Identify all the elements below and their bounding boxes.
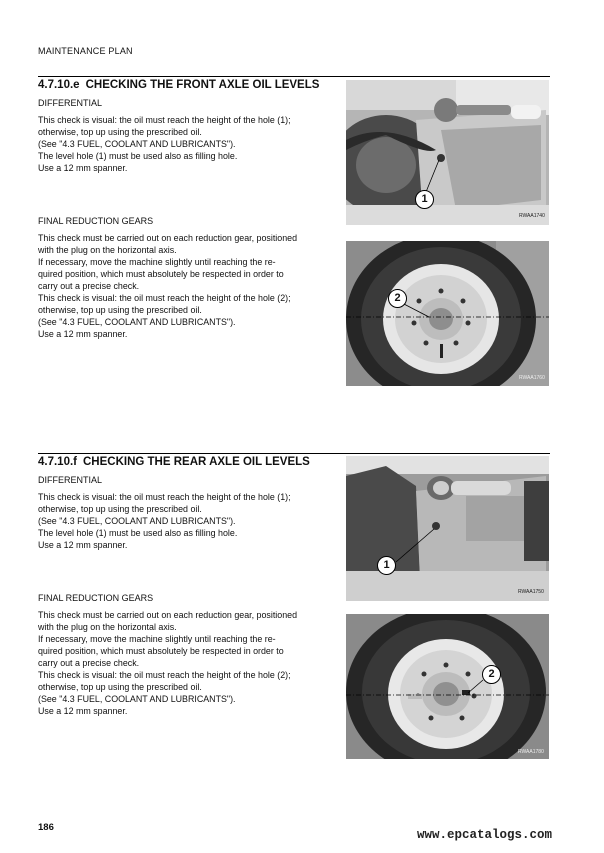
paragraph-rear-final (38, 609, 330, 717)
subheading-final-reduction: FINAL REDUCTION GEARS (38, 216, 154, 226)
callout-marker: 1 (377, 556, 396, 575)
section-title-front (38, 79, 319, 91)
text-line: If necessary, move the machine slightly until reaching the re- (38, 257, 276, 267)
paragraph-rear-differential (38, 491, 330, 551)
text-line: quired position, which must absolutely be respected in order to (38, 646, 284, 656)
text-line: This check is visual: the oil must reach the height of the hole (1); (38, 115, 291, 125)
text-line: otherwise, top up using the prescribed oil. (38, 127, 202, 137)
figure-code: RWAA1760 (519, 375, 545, 381)
text-line: Use a 12 mm spanner. (38, 329, 128, 339)
text-line: (See "4.3 FUEL, COOLANT AND LUBRICANTS"). (38, 139, 236, 149)
subheading-differential: DIFFERENTIAL (38, 98, 103, 108)
text-line: (See "4.3 FUEL, COOLANT AND LUBRICANTS"). (38, 317, 236, 327)
text-line: The level hole (1) must be used also as filling hole. (38, 528, 238, 538)
paragraph-front-differential (38, 114, 330, 174)
text-line: (See "4.3 FUEL, COOLANT AND LUBRICANTS"). (38, 694, 236, 704)
text-line: otherwise, top up using the prescribed oil. (38, 682, 202, 692)
section-divider (38, 453, 550, 454)
text-line: carry out a precise check. (38, 658, 140, 668)
text-line: Use a 12 mm spanner. (38, 163, 128, 173)
text-line: This check must be carried out on each reduction gear, positioned (38, 610, 298, 620)
running-header: MAINTENANCE PLAN (38, 46, 133, 56)
watermark: www.epcatalogs.com (416, 828, 552, 842)
section-number: 4.7.10.f (38, 456, 77, 468)
text-line: This check is visual: the oil must reach the height of the hole (2); (38, 670, 291, 680)
section-heading: CHECKING THE FRONT AXLE OIL LEVELS (85, 79, 320, 91)
text-line: with the plug on the horizontal axis. (38, 622, 177, 632)
subheading-final-reduction: FINAL REDUCTION GEARS (38, 593, 154, 603)
photo-front-differential (346, 80, 549, 225)
text-line: Use a 12 mm spanner. (38, 540, 128, 550)
figure-code: RWAA1780 (518, 749, 544, 755)
figure-code: RWAA1740 (519, 213, 545, 219)
section-number: 4.7.10.e (38, 79, 80, 91)
text-line: quired position, which must absolutely be respected in order to (38, 269, 284, 279)
text-line: carry out a precise check. (38, 281, 140, 291)
text-line: otherwise, top up using the prescribed oil. (38, 504, 202, 514)
section-divider (38, 76, 550, 77)
page-number: 186 (38, 822, 54, 833)
figure-code: RWAA1750 (518, 589, 544, 595)
text-line: This check must be carried out on each reduction gear, positioned (38, 233, 298, 243)
text-line: This check is visual: the oil must reach the height of the hole (1); (38, 492, 291, 502)
subheading-differential: DIFFERENTIAL (38, 475, 103, 485)
text-line: otherwise, top up using the prescribed oil. (38, 305, 202, 315)
callout-marker: 2 (482, 665, 501, 684)
text-line: The level hole (1) must be used also as filling hole. (38, 151, 238, 161)
text-line: (See "4.3 FUEL, COOLANT AND LUBRICANTS"). (38, 516, 236, 526)
text-line: If necessary, move the machine slightly until reaching the re- (38, 634, 276, 644)
callout-marker: 1 (415, 190, 434, 209)
section-heading: CHECKING THE REAR AXLE OIL LEVELS (83, 456, 310, 468)
photo-rear-wheel (346, 614, 549, 759)
paragraph-front-final (38, 232, 330, 340)
callout-marker: 2 (388, 289, 407, 308)
text-line: This check is visual: the oil must reach the height of the hole (2); (38, 293, 291, 303)
text-line: Use a 12 mm spanner. (38, 706, 128, 716)
photo-rear-differential (346, 456, 549, 601)
text-line: with the plug on the horizontal axis. (38, 245, 177, 255)
photo-front-wheel (346, 241, 549, 386)
section-title-rear (38, 456, 310, 468)
